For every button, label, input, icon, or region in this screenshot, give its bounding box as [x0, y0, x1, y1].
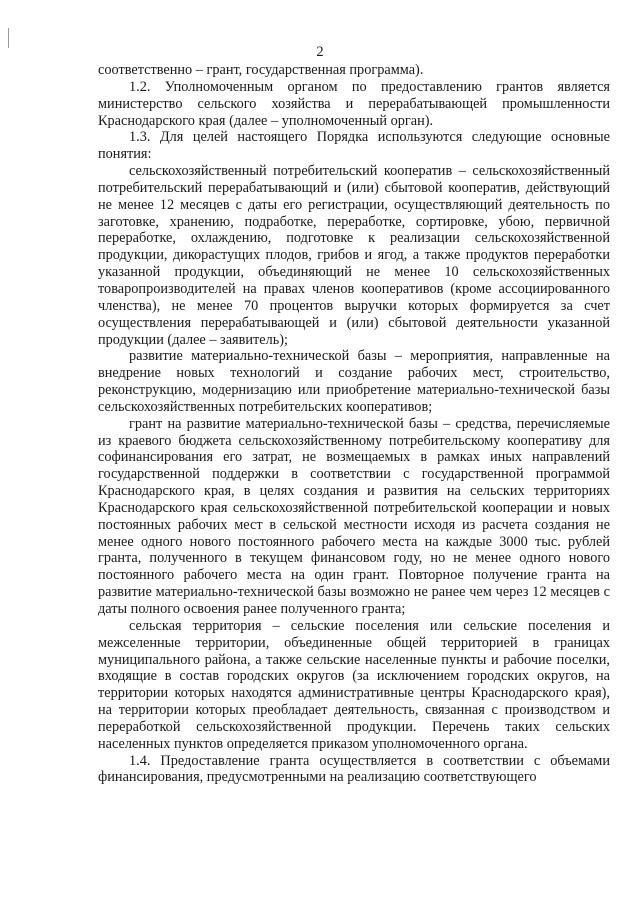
paragraph-1-4: 1.4. Предоставление гранта осуществляется в соответствии с объемами финансирования, предусмотренными на реализацию соответствующего: [98, 752, 610, 786]
document-body: [98, 62, 610, 786]
definition-rural-territory: сельская территория – сельские поселения или сельские поселения и межселенные территории, объединенные общей территорией в границах муниципального района, а также сельские населенные пункты и рабочие поселки, входящие в состав городских округов (за исключением городских округов, на территории которых находятся административные центры Краснодарского края), на территории которых преобладает деятельность, связанная с производством и переработкой сельскохозяйственной продукции. Перечень таких сельских населенных пунктов определяется приказом уполномоченного органа.: [98, 617, 610, 752]
paragraph-1-2: 1.2. Уполномоченным органом по предоставлению грантов является министерство сельского хозяйства и перерабатывающей промышленности Краснодарского края (далее – уполномоченный орган).: [98, 78, 610, 129]
paragraph-1-3: 1.3. Для целей настоящего Порядка используются следующие основные понятия:: [98, 129, 610, 163]
page-number: 2: [316, 44, 324, 60]
definition-grant: грант на развитие материально-технической базы – средства, перечисляемые из краевого бюджета сельскохозяйственному потребительскому кооперативу для софинансирования его затрат, не возмещаемых в рамках иных направлений государственной поддержки в соответствии с государственной программой Краснодарского края, в целях создания и развития на сельских территориях Краснодарского края сельскохозяйственной потребительской кооперации и новых постоянных рабочих мест в сельской местности исходя из расчета создания не менее одного нового постоянного рабочего места на каждые 3000 тыс. рублей гранта, полученного в текущем финансовом году, но не менее одного нового постоянного рабочего места на один грант. Повторное получение гранта на развитие материально-технической базы возможно не ранее чем через 12 месяцев с даты полного освоения ранее полученного гранта;: [98, 415, 610, 617]
definition-cooperative: сельскохозяйственный потребительский кооператив – сельскохозяйственный потребительский перерабатывающий и (или) сбытовой кооператив, действующий не менее 12 месяцев с даты его регистрации, осуществляющий деятельность по заготовке, хранению, подработке, переработке, сортировке, убою, первичной переработке, охлаждению, подготовке к реализации сельскохозяйственной продукции, дикорастущих плодов, грибов и ягод, а также продуктов переработки указанной продукции, объединяющий не менее 10 сельскохозяйственных товаропроизводителей на правах членов кооперативов (кроме ассоциированного членства), не менее 70 процентов выручки которых формируется за счет осуществления перерабатывающей и (или) сбытовой деятельности указанной продукции (далее – заявитель);: [98, 163, 610, 348]
definition-material-base: развитие материально-технической базы – мероприятия, направленные на внедрение новых технологий и создание рабочих мест, строительство, реконструкцию, модернизацию или приобретение материально-технической базы сельскохозяйственных потребительских кооперативов;: [98, 348, 610, 415]
paragraph-continuation: соответственно – грант, государственная программа).: [98, 62, 424, 78]
